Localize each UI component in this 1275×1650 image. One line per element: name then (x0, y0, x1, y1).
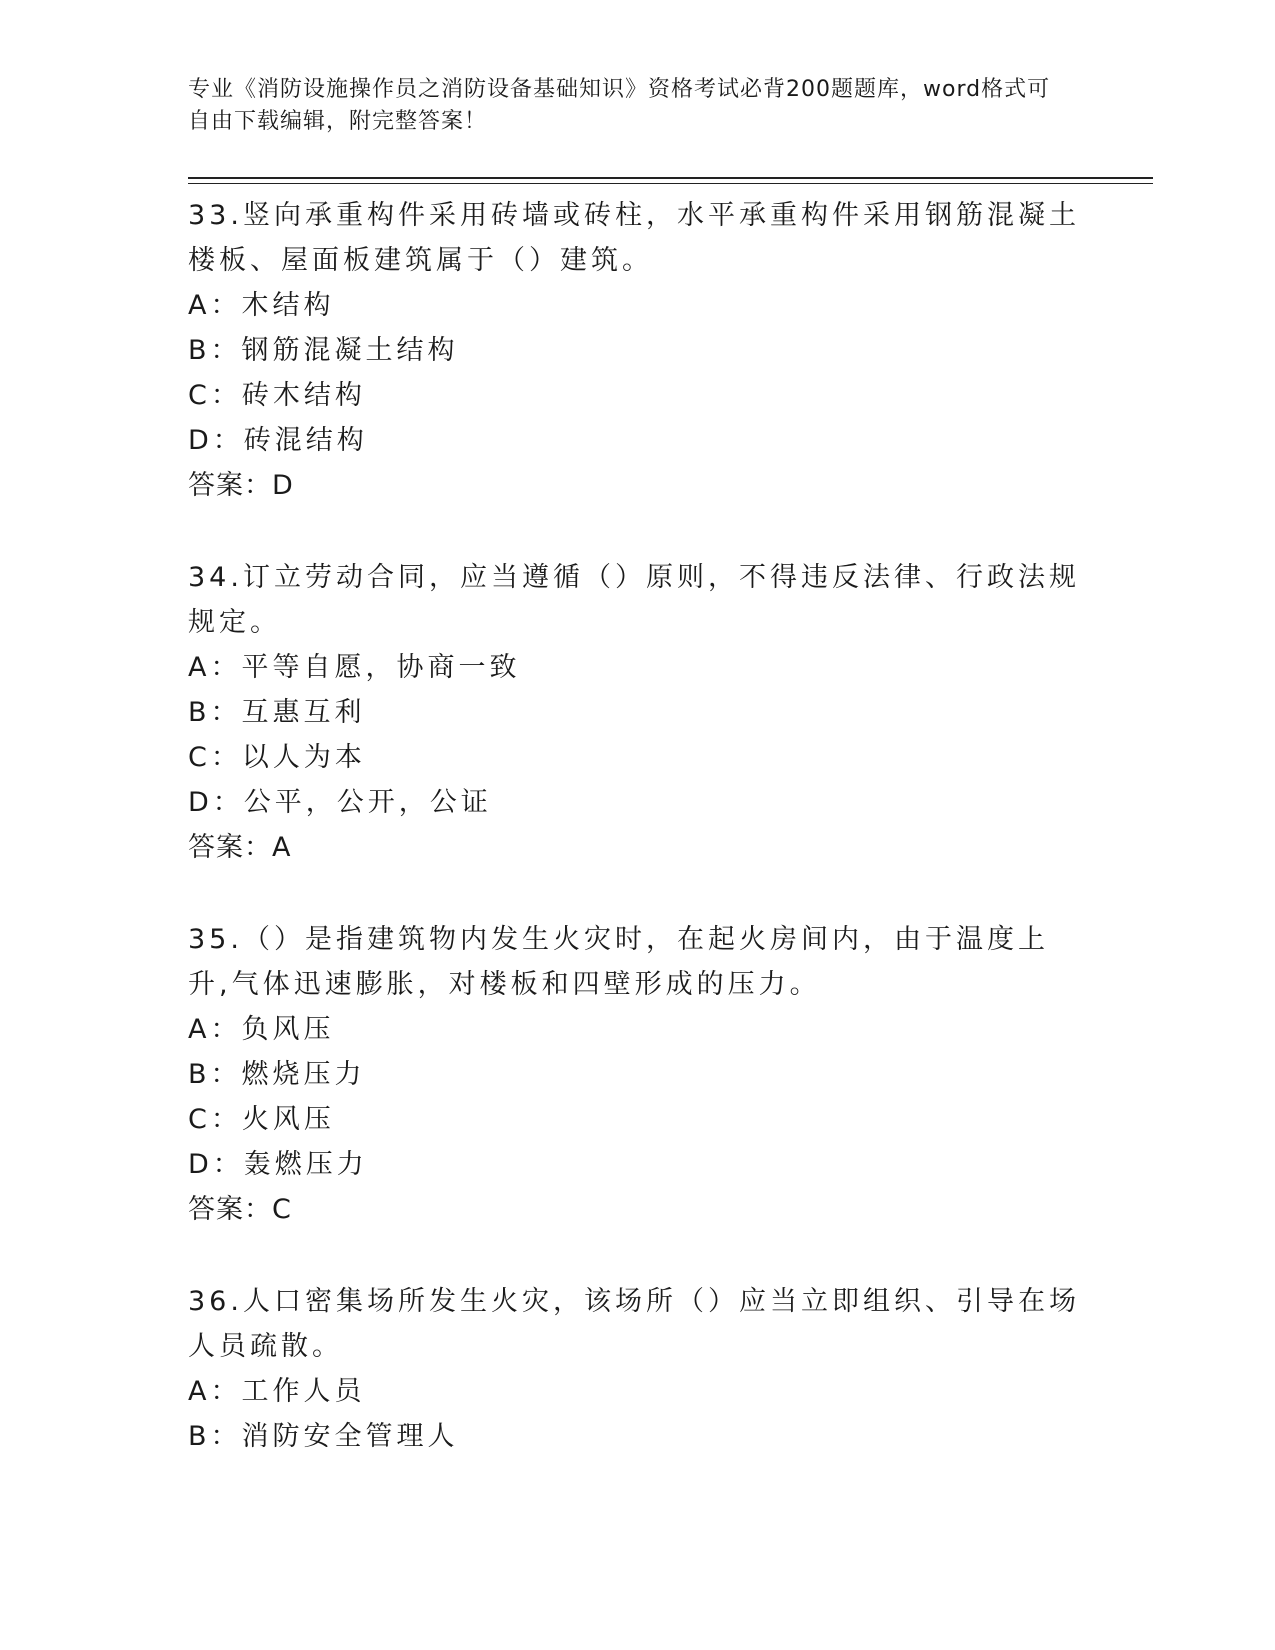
option-b: B：钢筋混凝土结构 (188, 335, 459, 366)
question-stem: 33.竖向承重构件采用砖墙或砖柱，水平承重构件采用钢筋混凝土楼板、屋面板建筑属于（）建筑。 (188, 200, 1080, 276)
option-c: C：以人为本 (188, 742, 366, 773)
answer: 答案：C (188, 1194, 292, 1225)
header-rule-thin (188, 183, 1153, 184)
question-stem: 36.人口密集场所发生火灾，该场所（）应当立即组织、引导在场人员疏散。 (188, 1286, 1080, 1362)
option-d: D：公平，公开，公证 (188, 787, 492, 818)
answer: 答案：D (188, 470, 294, 501)
question-list (188, 193, 1088, 1506)
option-c: C：火风压 (188, 1104, 335, 1135)
option-d: D：轰燃压力 (188, 1149, 368, 1180)
option-b: B：燃烧压力 (188, 1059, 366, 1090)
option-a: A：木结构 (188, 290, 335, 321)
header-rule-thick (188, 177, 1153, 179)
option-a: A：工作人员 (188, 1376, 366, 1407)
document-header: 专业《消防设施操作员之消防设备基础知识》资格考试必背200题题库，word格式可自由下载编辑，附完整答案！ (188, 77, 1051, 134)
option-a: A：负风压 (188, 1014, 335, 1045)
question-stem: 34.订立劳动合同，应当遵循（）原则，不得违反法律、行政法规规定。 (188, 562, 1080, 638)
option-b: B：互惠互利 (188, 697, 366, 728)
option-c: C：砖木结构 (188, 380, 366, 411)
answer: 答案：A (188, 832, 292, 863)
question-33 (188, 193, 1088, 508)
question-36 (188, 1279, 1088, 1459)
question-35 (188, 917, 1088, 1232)
question-stem: 35.（）是指建筑物内发生火灾时，在起火房间内，由于温度上升,气体迅速膨胀，对楼板和四壁形成的压力。 (188, 924, 1049, 1000)
question-34 (188, 555, 1088, 870)
option-d: D：砖混结构 (188, 425, 368, 456)
option-a: A：平等自愿，协商一致 (188, 652, 521, 683)
option-b: B：消防安全管理人 (188, 1421, 459, 1452)
